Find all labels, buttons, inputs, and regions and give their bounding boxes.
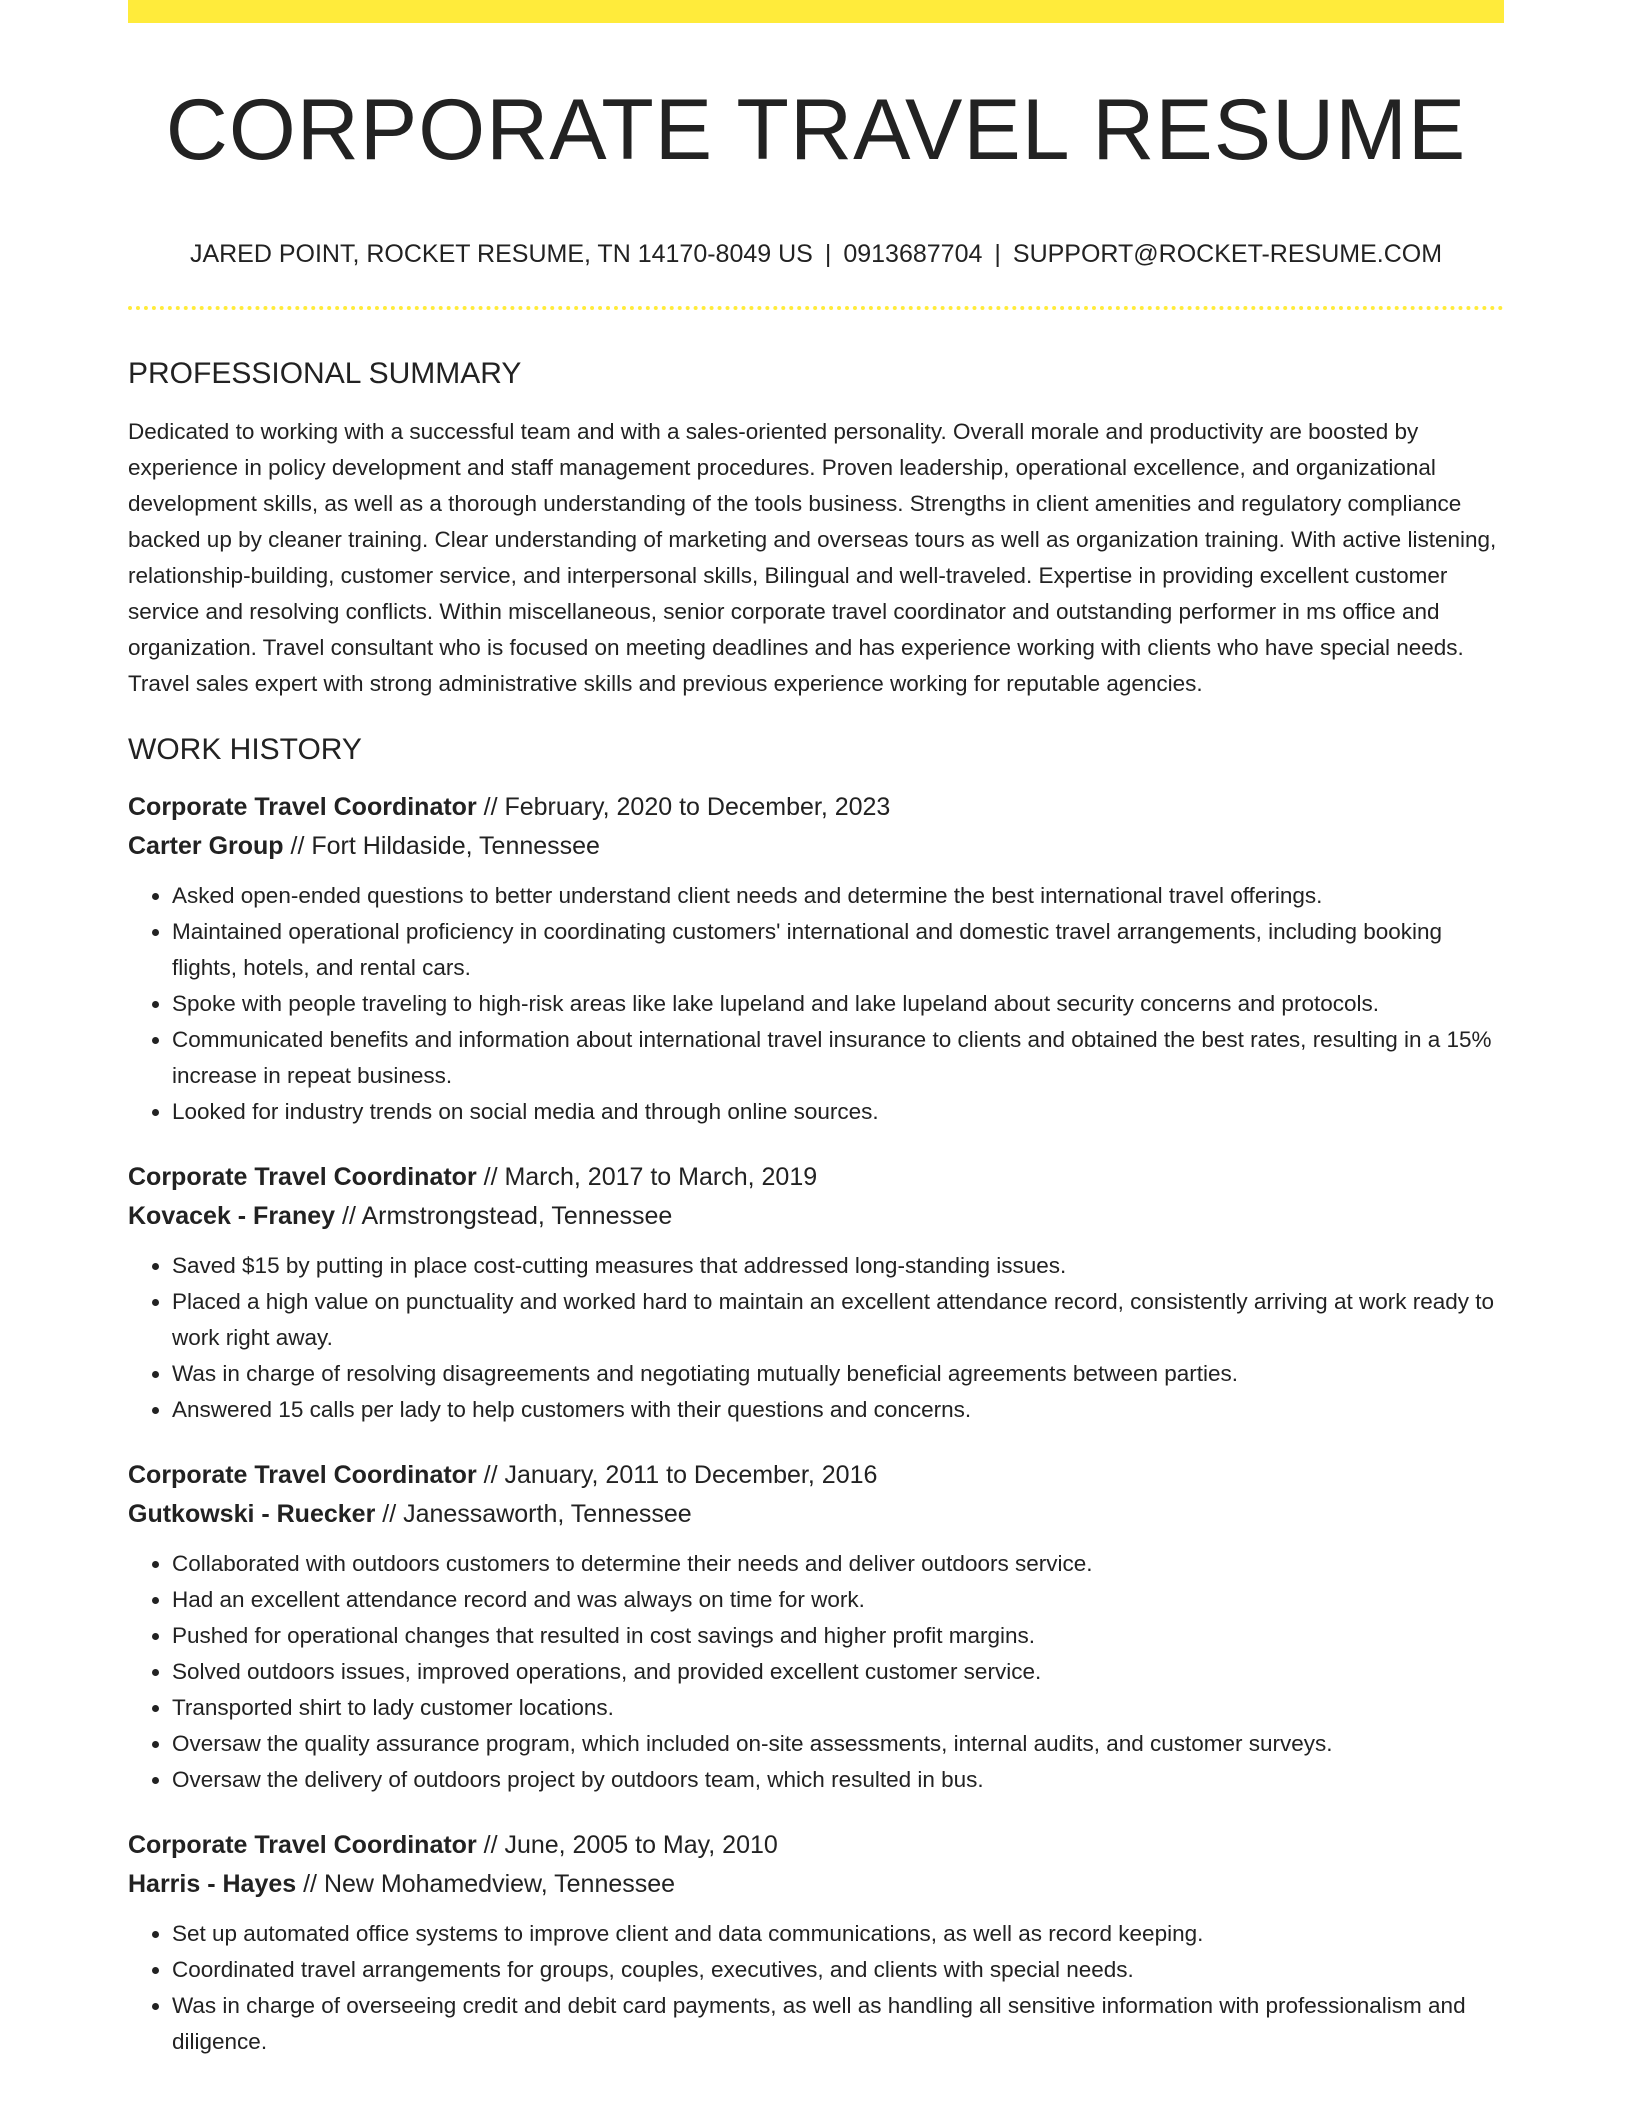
job-company: Harris - Hayes (128, 1870, 297, 1898)
job-title-line (128, 1826, 1504, 1865)
job-bullet: • Oversaw the delivery of outdoors project by outdoors team, which resulted in bus. (172, 1762, 1504, 1798)
job-bullet: • Asked open-ended questions to better understand client needs and determine the best international travel offerings. (172, 878, 1504, 914)
contact-phone: 0913687704 (843, 240, 983, 268)
job-bullet: • Set up automated office systems to improve client and data communications, as well as record keeping. (172, 1916, 1504, 1952)
job-company-line (128, 1495, 1504, 1534)
job-bullet: • Maintained operational proficiency in coordinating customers' international and domestic travel arrangements, including booking flights, hotels, and rental cars. (172, 914, 1504, 986)
job-bullet: • Transported shirt to lady customer locations. (172, 1690, 1504, 1726)
job-entry (128, 1158, 1504, 1428)
top-accent-bar (128, 0, 1504, 23)
job-bullet-list (128, 1248, 1504, 1428)
contact-separator: | (994, 240, 1001, 268)
job-company: Gutkowski - Ruecker (128, 1500, 376, 1528)
job-bullet: • Oversaw the quality assurance program, which included on-site assessments, internal audits, and customer surveys. (172, 1726, 1504, 1762)
job-bullet: • Spoke with people traveling to high-risk areas like lake lupeland and lake lupeland about security concerns and protocols. (172, 986, 1504, 1022)
job-bullet-list (128, 878, 1504, 1130)
resume-title: CORPORATE TRAVEL RESUME (165, 82, 1467, 178)
job-company-line (128, 827, 1504, 866)
contact-email: SUPPORT@ROCKET-RESUME.COM (1012, 240, 1443, 268)
job-bullet: • Saved $15 by putting in place cost-cutting measures that addressed long-standing issues. (172, 1248, 1504, 1284)
job-dates: // March, 2017 to March, 2019 (476, 1163, 818, 1191)
job-dates: // June, 2005 to May, 2010 (476, 1831, 778, 1859)
contact-separator: | (824, 240, 832, 268)
job-bullet: • Communicated benefits and information about international travel insurance to clients and obtained the best rates, resulting in a 15% increase in repeat business. (172, 1022, 1504, 1094)
job-location: // New Mohamedview, Tennessee (296, 1870, 676, 1898)
job-bullet: • Placed a high value on punctuality and worked hard to maintain an excellent attendance record, consistently arriving at work ready to work right away. (172, 1284, 1504, 1356)
resume-body (128, 354, 1504, 2060)
job-bullet: • Coordinated travel arrangements for groups, couples, executives, and clients with special needs. (172, 1952, 1504, 1988)
job-bullet-list (128, 1916, 1504, 2060)
dotted-divider (128, 306, 1504, 310)
job-title-line (128, 1456, 1504, 1495)
job-bullet: • Pushed for operational changes that resulted in cost savings and higher profit margins. (172, 1618, 1504, 1654)
job-bullet: • Was in charge of overseeing credit and debit card payments, as well as handling all sensitive information with professionalism and diligence. (172, 1988, 1504, 2060)
job-title: Corporate Travel Coordinator (128, 1163, 477, 1191)
contact-address: JARED POINT, ROCKET RESUME, TN 14170-8049 US (189, 240, 813, 268)
job-bullet: • Answered 15 calls per lady to help customers with their questions and concerns. (172, 1392, 1504, 1428)
summary-text: Dedicated to working with a successful team and with a sales-oriented personality. Overall morale and productivity are boosted by experience in policy development and staff management procedures. Proven leadership, operational excellence, and organizational development skills, as well as a thorough understanding of the tools business. Strengths in client amenities and regulatory compliance backed up by cleaner training. Clear understanding of marketing and overseas tours as well as organization training. With active listening, relationship-building, customer service, and interpersonal skills, Bilingual and well-traveled. Expertise in providing excellent customer service and resolving conflicts. Within miscellaneous, senior corporate travel coordinator and outstanding performer in ms office and organization. Travel consultant who is focused on meeting deadlines and has experience working with clients who have special needs. Travel sales expert with strong administrative skills and previous experience working for reputable agencies. (128, 419, 1497, 696)
job-location: // Armstrongstead, Tennessee (335, 1202, 673, 1230)
work-history-list (128, 788, 1504, 2060)
job-dates: // February, 2020 to December, 2023 (476, 793, 891, 821)
work-history-heading: WORK HISTORY (128, 733, 362, 766)
summary-heading: PROFESSIONAL SUMMARY (128, 357, 522, 390)
job-bullet-list (128, 1546, 1504, 1798)
job-bullet: • Had an excellent attendance record and was always on time for work. (172, 1582, 1504, 1618)
job-bullet: • Collaborated with outdoors customers to determine their needs and deliver outdoors service. (172, 1546, 1504, 1582)
job-entry (128, 1456, 1504, 1798)
job-bullet: • Solved outdoors issues, improved operations, and provided excellent customer service. (172, 1654, 1504, 1690)
job-title: Corporate Travel Coordinator (128, 1461, 477, 1489)
job-title-line (128, 788, 1504, 827)
job-company: Carter Group (128, 832, 284, 860)
job-bullet: • Looked for industry trends on social media and through online sources. (172, 1094, 1504, 1130)
job-location: // Janessaworth, Tennessee (375, 1500, 692, 1528)
job-bullet: • Was in charge of resolving disagreements and negotiating mutually beneficial agreements between parties. (172, 1356, 1504, 1392)
job-company-line (128, 1197, 1504, 1236)
job-company: Kovacek - Franey (128, 1202, 336, 1230)
job-entry (128, 1826, 1504, 2060)
job-location: // Fort Hildaside, Tennessee (283, 832, 600, 860)
job-company-line (128, 1865, 1504, 1904)
job-dates: // January, 2011 to December, 2016 (476, 1461, 878, 1489)
job-title: Corporate Travel Coordinator (128, 1831, 477, 1859)
contact-line (128, 236, 1504, 272)
job-title-line (128, 1158, 1504, 1197)
job-entry (128, 788, 1504, 1130)
job-title: Corporate Travel Coordinator (128, 793, 477, 821)
